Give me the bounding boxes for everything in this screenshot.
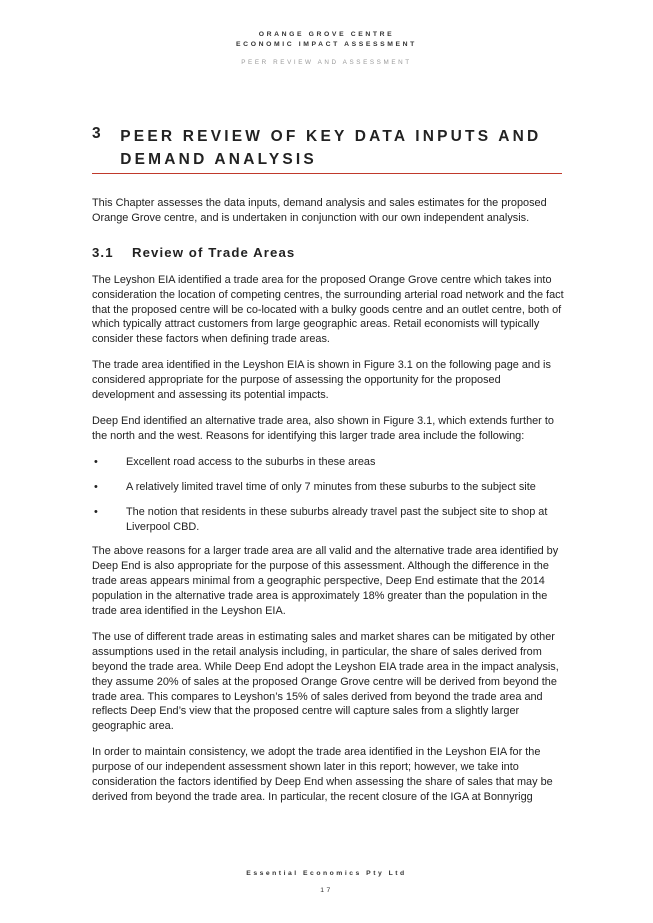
chapter-heading	[92, 125, 562, 174]
bullet-text: The notion that residents in these suburbs already travel past the subject site to shop at Liverpool CBD.	[126, 505, 548, 533]
paragraph: The Leyshon EIA identified a trade area for the proposed Orange Grove centre which takes into consideration the location of competing centres, the surrounding arterial road network and the fact that the proposed centre will be co-located with a bulky goods centre and an outlet centre, both of which typically attract customers from large geographic areas. Retail economists will typically consider these factors when defining trade areas.	[92, 273, 564, 346]
page-footer	[0, 870, 653, 894]
section-title: Review of Trade Areas	[132, 244, 296, 260]
intro-paragraph: This Chapter assesses the data inputs, demand analysis and sales estimates for the proposed Orange Grove centre, and is undertaken in conjunction with our own independent analysis.	[92, 197, 547, 224]
bullet-text: A relatively limited travel time of only 7 minutes from these suburbs to the subject site	[126, 480, 536, 493]
paragraph: The trade area identified in the Leyshon EIA is shown in Figure 3.1 on the following page and is considered appropriate for the purpose of assessing the opportunity for the proposed development and assessing its potential impacts.	[92, 359, 551, 402]
paragraph: In order to maintain consistency, we adopt the trade area identified in the Leyshon EIA for the purpose of our independent assessment shown later in this report; however, we take into consideration the factors identified by Deep End when assessing the share of sales that may be derived from beyond the trade area. In particular, the recent closure of the IGA at Bonnyrigg	[92, 746, 553, 803]
bullet-icon: •	[94, 480, 98, 493]
bullet-icon: •	[94, 455, 98, 468]
bullet-item	[92, 455, 564, 470]
chapter-divider	[92, 173, 562, 174]
chapter-title: PEER REVIEW OF KEY DATA INPUTS AND DEMAND ANALYSIS	[120, 128, 542, 168]
paragraph: Deep End identified an alternative trade area, also shown in Figure 3.1, which extends further to the north and the west. Reasons for identifying this larger trade area include the following:	[92, 414, 554, 442]
body-content	[92, 196, 564, 816]
paragraph: The use of different trade areas in estimating sales and market shares can be mitigated by other assumptions used in the retail analysis including, in particular, the share of sales derived from beyond the trade area. While Deep End adopt the Leyshon EIA trade area in the impact analysis, they assume 20% of sales at the proposed Orange Grove centre will be derived from beyond the trade area. This compares to Leyshon’s 15% of sales derived from beyond the trade area and reflects Deep End’s view that the proposed centre will capture sales from a slightly larger geographic area.	[92, 630, 559, 733]
page-header	[0, 30, 653, 66]
page-number: 17	[320, 887, 333, 894]
bullet-text: Excellent road access to the suburbs in these areas	[126, 455, 376, 468]
footer-company: Essential Economics Pty Ltd	[246, 870, 407, 877]
header-subtitle: PEER REVIEW AND ASSESSMENT	[241, 59, 412, 66]
bullet-item	[92, 480, 564, 495]
bullet-icon: •	[94, 505, 98, 518]
header-title-line2: ECONOMIC IMPACT ASSESSMENT	[236, 41, 417, 48]
section-number: 3.1	[92, 244, 114, 260]
header-title-line1: ORANGE GROVE CENTRE	[258, 31, 395, 38]
section-heading	[92, 246, 564, 261]
bullet-list	[92, 455, 564, 535]
chapter-number: 3	[92, 125, 102, 142]
bullet-item	[92, 505, 564, 535]
paragraph: The above reasons for a larger trade area are all valid and the alternative trade area identified by Deep End is also appropriate for the purpose of this assessment. Although the difference in the trade areas appears minimal from a geographic perspective, Deep End estimate that the 2014 population in the alternative trade area is approximately 18% greater than the population in the trade area identified in the Leyshon EIA.	[92, 545, 559, 618]
